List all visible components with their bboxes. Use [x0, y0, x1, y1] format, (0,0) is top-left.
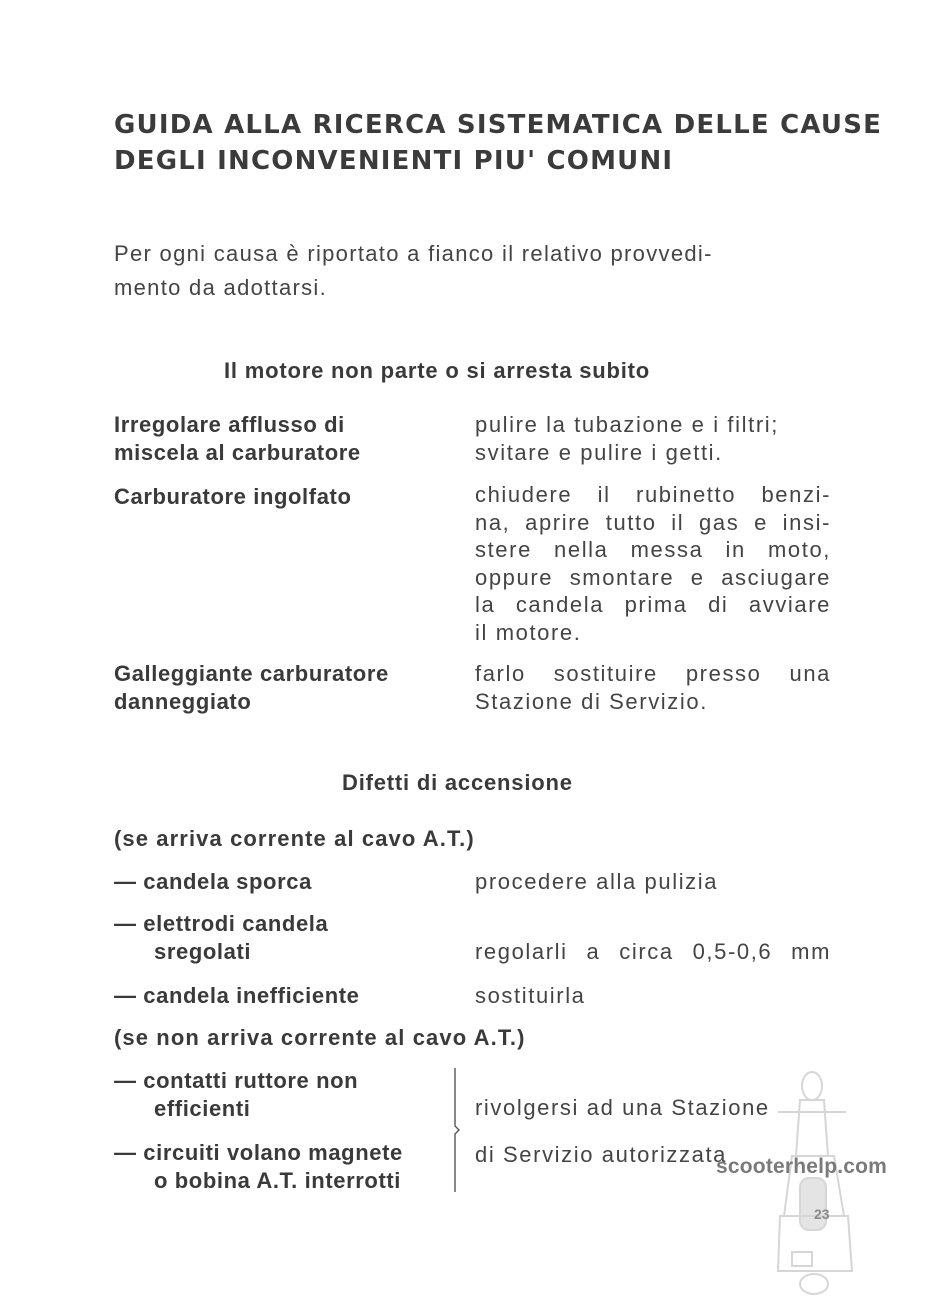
remedy-dirty-plug: procedere alla pulizia [475, 869, 719, 894]
remedy-service-station: rivolgersi ad una Stazione di Servizio autorizzata [475, 1095, 770, 1167]
page-number: 23 [814, 1206, 830, 1222]
intro-line-2: mento da adottarsi. [114, 275, 328, 300]
cause-electrode-gap: — elettrodi candela sregolati [114, 911, 329, 964]
remedy-flooded-carburettor: chiudere il rubinetto benzi- na, aprire tutto il gas e insi- stere nella messa in moto, oppure smontare e asciugare la candela prima di avviare il motore. [475, 482, 831, 645]
cause-damaged-float: Galleggiante carburatore danneggiato [114, 661, 389, 714]
cause-faulty-plug: — candela inefficiente [114, 983, 360, 1008]
page-title-line-1: GUIDA ALLA RICERCA SISTEMATICA DELLE CAUSE [114, 110, 883, 140]
cause-fuel-flow: Irregolare afflusso di miscela al carburatore [114, 412, 361, 465]
remedy-faulty-plug: sostituirla [475, 983, 586, 1008]
cause-magneto-circuits: — circuiti volano magnete o bobina A.T. interrotti [114, 1140, 403, 1193]
section-heading-engine: Il motore non parte o si arresta subito [224, 358, 651, 383]
cause-dirty-plug: — candela sporca [114, 869, 312, 894]
watermark-text: scooterhelp.com [716, 1155, 888, 1178]
remedy-damaged-float: farlo sostituire presso una Stazione di Servizio. [475, 661, 831, 714]
cause-flooded-carburettor: Carburatore ingolfato [114, 484, 352, 509]
subheading-current-present: (se arriva corrente al cavo A.T.) [114, 826, 475, 851]
page-title-line-2: DEGLI INCONVENIENTI PIU' COMUNI [114, 146, 674, 176]
scooter-watermark-icon [770, 1066, 870, 1296]
remedy-electrode-gap: regolarli a circa 0,5-0,6 mm [475, 939, 831, 964]
section-heading-ignition: Difetti di accensione [342, 770, 573, 795]
grouping-brace [452, 1068, 460, 1192]
intro-line-1: Per ogni causa è riportato a fianco il relativo provvedi- [114, 241, 713, 266]
subheading-no-current: (se non arriva corrente al cavo A.T.) [114, 1025, 526, 1050]
cause-breaker-contacts: — contatti ruttore non efficienti [114, 1068, 359, 1121]
remedy-fuel-flow: pulire la tubazione e i filtri; svitare e pulire i getti. [475, 412, 779, 465]
